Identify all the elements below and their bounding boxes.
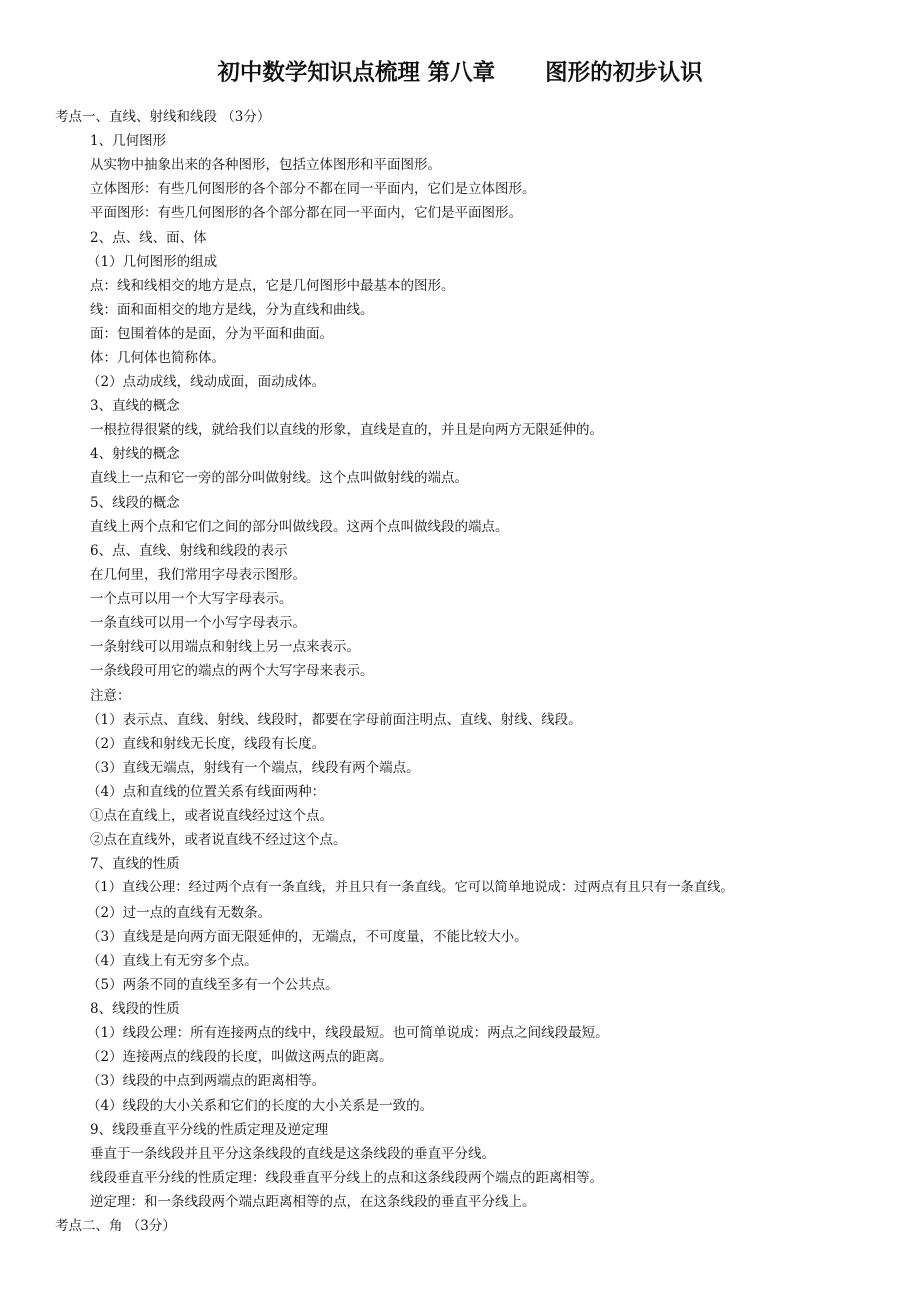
body-line: 线段垂直平分线的性质定理：线段垂直平分线上的点和这条线段两个端点的距离相等。 bbox=[90, 1170, 603, 1186]
body-line: （4）直线上有无穷多个点。 bbox=[87, 953, 258, 969]
body-line: 垂直于一条线段并且平分这条线段的直线是这条线段的垂直平分线。 bbox=[90, 1146, 495, 1162]
body-line: （1）线段公理：所有连接两点的线中，线段最短。也可简单说成：两点之间线段最短。 bbox=[87, 1025, 609, 1041]
note-label: 注意： bbox=[90, 688, 131, 704]
body-line: （3）直线是是向两方面无限延伸的，无端点，不可度量，不能比较大小。 bbox=[87, 929, 528, 945]
body-line: 一个点可以用一个大写字母表示。 bbox=[90, 591, 293, 607]
body-line: 一条线段可用它的端点的两个大写字母来表示。 bbox=[90, 663, 374, 679]
subsection-heading: 7、直线的性质 bbox=[90, 856, 180, 872]
body-line: 一条直线可以用一个小写字母表示。 bbox=[90, 615, 306, 631]
section-heading: 考点二、角 （3分） bbox=[55, 1218, 176, 1234]
body-line: （5）两条不同的直线至多有一个公共点。 bbox=[87, 977, 339, 993]
body-line: ①点在直线上，或者说直线经过这个点。 bbox=[90, 808, 333, 824]
subsection-heading: 4、射线的概念 bbox=[90, 446, 180, 462]
page-title bbox=[0, 58, 920, 88]
body-line: （1）直线公理：经过两个点有一条直线，并且只有一条直线。它可以简单地说成：过两点有且只有一条直线。 bbox=[87, 880, 734, 895]
body-line: 一条射线可以用端点和射线上另一点来表示。 bbox=[90, 639, 360, 655]
section-heading: 考点一、直线、射线和线段 （3分） bbox=[55, 109, 271, 125]
body-line: 线：面和面相交的地方是线，分为直线和曲线。 bbox=[90, 302, 374, 318]
body-line: 面：包围着体的是面，分为平面和曲面。 bbox=[90, 326, 333, 342]
body-line: （2）点动成线，线动成面，面动成体。 bbox=[87, 374, 326, 390]
body-line: （2）连接两点的线段的长度，叫做这两点的距离。 bbox=[87, 1049, 393, 1065]
body-line: 平面图形：有些几何图形的各个部分都在同一平面内，它们是平面图形。 bbox=[90, 205, 522, 221]
body-line: 体：几何体也简称体。 bbox=[90, 350, 225, 366]
subsection-heading: 8、线段的性质 bbox=[90, 1001, 180, 1017]
title-topic: 图形的初步认识 bbox=[545, 60, 703, 86]
body-line: 在几何里，我们常用字母表示图形。 bbox=[90, 567, 306, 583]
body-line: 从实物中抽象出来的各种图形，包括立体图形和平面图形。 bbox=[90, 157, 441, 173]
subsection-heading: 5、线段的概念 bbox=[90, 495, 180, 511]
subsection-heading: 6、点、直线、射线和线段的表示 bbox=[90, 543, 288, 559]
body-line: （3）线段的中点到两端点的距离相等。 bbox=[87, 1073, 326, 1089]
body-line: 逆定理：和一条线段两个端点距离相等的点，在这条线段的垂直平分线上。 bbox=[90, 1194, 536, 1210]
subsection-heading: 2、点、线、面、体 bbox=[90, 230, 207, 246]
body-line: 立体图形：有些几何图形的各个部分不都在同一平面内，它们是立体图形。 bbox=[90, 181, 536, 197]
subsection-heading: 1、几何图形 bbox=[90, 133, 167, 149]
body-line: 点：线和线相交的地方是点，它是几何图形中最基本的图形。 bbox=[90, 278, 455, 294]
body-line: （3）直线无端点，射线有一个端点，线段有两个端点。 bbox=[87, 760, 420, 776]
body-line: ②点在直线外，或者说直线不经过这个点。 bbox=[90, 832, 347, 848]
body-line: 直线上两个点和它们之间的部分叫做线段。这两个点叫做线段的端点。 bbox=[90, 519, 509, 535]
body-line: （1）几何图形的组成 bbox=[87, 254, 218, 270]
body-line: （4）点和直线的位置关系有线面两种： bbox=[87, 784, 326, 800]
body-line: （2）直线和射线无长度，线段有长度。 bbox=[87, 736, 326, 752]
subsection-heading: 3、直线的概念 bbox=[90, 398, 180, 414]
subsection-heading: 9、线段垂直平分线的性质定理及逆定理 bbox=[90, 1122, 329, 1138]
title-chapter: 初中数学知识点梳理 第八章 bbox=[217, 60, 496, 86]
body-line: （1）表示点、直线、射线、线段时，都要在字母前面注明点、直线、射线、线段。 bbox=[87, 712, 582, 728]
body-line: （2）过一点的直线有无数条。 bbox=[87, 905, 272, 921]
body-line: （4）线段的大小关系和它们的长度的大小关系是一致的。 bbox=[87, 1098, 434, 1114]
body-line: 直线上一点和它一旁的部分叫做射线。这个点叫做射线的端点。 bbox=[90, 470, 468, 486]
body-line: 一根拉得很紧的线，就给我们以直线的形象，直线是直的，并且是向两方无限延伸的。 bbox=[90, 422, 603, 438]
